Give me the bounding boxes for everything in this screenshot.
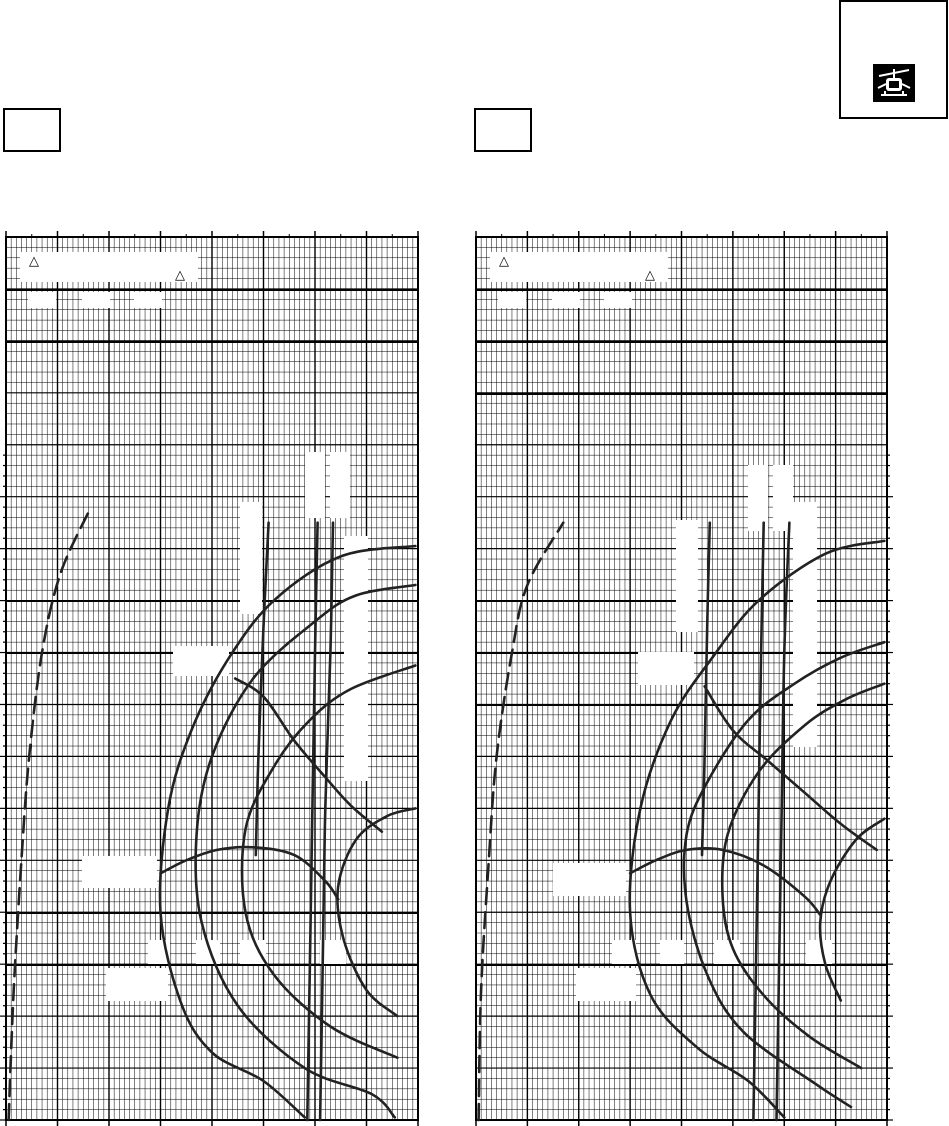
label-area xyxy=(604,292,632,308)
label-area xyxy=(552,292,580,308)
label-area xyxy=(106,968,168,1001)
label-area xyxy=(240,502,262,614)
label-area xyxy=(20,252,198,282)
series-line-1 xyxy=(307,523,317,1120)
label-area xyxy=(305,452,325,518)
label-area xyxy=(240,940,266,964)
label-area xyxy=(82,856,157,888)
legend-glyph: △ xyxy=(29,254,39,269)
label-area xyxy=(748,465,768,531)
label-area xyxy=(576,968,636,1001)
label-area xyxy=(638,652,694,685)
legend-glyph: △ xyxy=(175,268,185,283)
label-area xyxy=(28,292,56,308)
label-area xyxy=(793,502,817,747)
left-chart-panel xyxy=(0,231,418,1126)
label-area xyxy=(344,536,368,781)
series-line-8 xyxy=(630,848,820,915)
series-line-0 xyxy=(9,512,89,1120)
label-area xyxy=(773,465,793,531)
label-area xyxy=(676,520,698,632)
label-area xyxy=(82,292,110,308)
series-line-2 xyxy=(777,523,790,1120)
label-area xyxy=(806,940,832,964)
label-area xyxy=(330,452,350,518)
legend-glyph: △ xyxy=(499,254,509,269)
label-area xyxy=(714,940,740,964)
label-area xyxy=(660,940,684,964)
label-area xyxy=(498,292,526,308)
legend-glyph: △ xyxy=(645,268,655,283)
label-area xyxy=(490,252,668,282)
right-panel-tab xyxy=(475,109,531,151)
label-area xyxy=(612,940,636,964)
header xyxy=(4,1,947,151)
helicopter-icon xyxy=(873,64,915,102)
right-chart-panel xyxy=(476,231,893,1126)
series-line-7 xyxy=(820,819,884,1001)
label-area xyxy=(134,292,162,308)
left-panel-tab xyxy=(4,109,60,151)
label-area xyxy=(553,863,626,896)
